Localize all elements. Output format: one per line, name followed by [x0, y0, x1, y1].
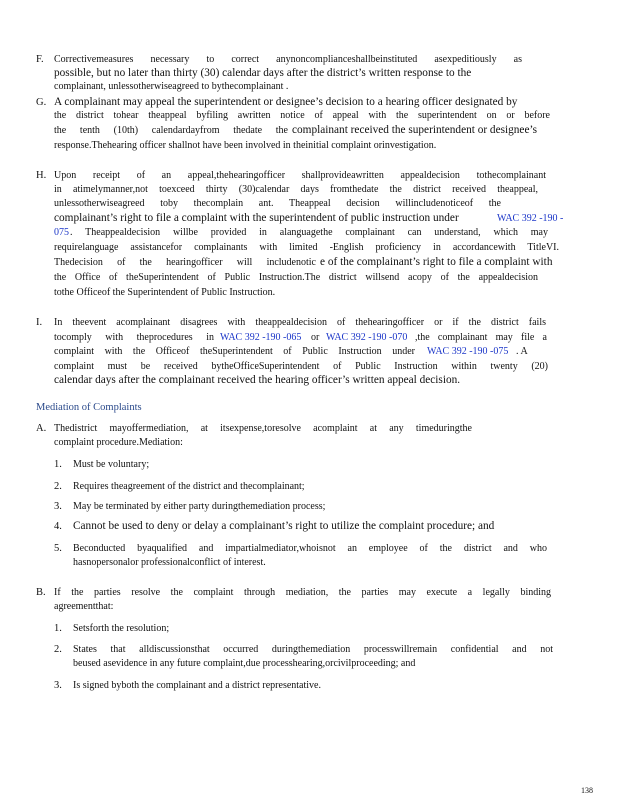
list-item-text: Requires theagreement of the district and thecomplainant;: [73, 481, 305, 492]
item-h-line-3: unlessotherwiseagreed toby thecomplain ant. Theappeal decision willincludenoticeof the: [54, 198, 501, 209]
item-i-line-2a: tocomply with theprocedures in: [54, 332, 214, 343]
item-h-line-7b: e of the complainant’s right to file a complaint with: [320, 256, 553, 268]
item-i-line-2c: or: [311, 332, 320, 343]
mediation-b-line-2: agreementthat:: [54, 601, 114, 612]
item-h-line-7a: Thedecision of the hearingofficer will includenotic: [54, 257, 316, 268]
item-g-line-3a: the tenth (10th) calendardayfrom thedate the: [54, 125, 288, 136]
list-item-text: Beconducted byaqualified and impartialmediator,whoisnot an employee of the district and who: [73, 543, 547, 554]
item-h-line-6: requirelanguage assistancefor complainants with limited -English proficiency in accordancewith TitleVI.: [54, 242, 559, 253]
mediation-a-line-2: complaint procedure.Mediation:: [54, 437, 183, 448]
wac-link-065[interactable]: WAC 392 -190 -065: [220, 332, 302, 343]
item-h-line-9: tothe Officeof the Superintendent of Public Instruction.: [54, 287, 276, 298]
list-item-text: Must be voluntary;: [73, 459, 150, 470]
list-item-text-continued: beused asevidence in any future complaint,due processhearing,orcivilproceeding; and: [73, 658, 416, 669]
wac-link-070[interactable]: WAC 392 -190 -070: [326, 332, 408, 343]
item-f-line-3: complainant, unlessotherwiseagreed to bythecomplainant .: [54, 81, 289, 92]
item-f-line-1: Correctivemeasures necessary to correct anynoncomplianceshallbeinstituted asexpeditiously as: [54, 54, 522, 65]
list-number: 4.: [54, 521, 62, 532]
item-h-line-2: in atimelymanner,not toexceed thirty (30)calendar days fromthedate the district received theappeal,: [54, 184, 538, 195]
item-i-line-1: In theevent acomplainant disagrees with theappealdecision of thehearingofficer or if the district fails: [54, 317, 546, 328]
mediation-a-label: A.: [36, 423, 47, 434]
item-i-line-5: calendar days after the complainant received the hearing officer’s written appeal decision.: [54, 374, 461, 386]
item-g-label: G.: [36, 97, 47, 108]
mediation-b-line-1: If the parties resolve the complaint through mediation, the parties may execute a legally binding: [54, 587, 551, 598]
item-h-line-5: . Theappealdecision willbe provided in alanguagethe complainant can understand, which may: [70, 227, 548, 238]
item-h-label: H.: [36, 170, 47, 181]
section-heading-mediation: Mediation of Complaints: [36, 402, 142, 413]
item-i-line-3a: complaint with the Officeof theSuperintendent of Public Instruction under: [54, 346, 415, 357]
list-item-text: Cannot be used to deny or delay a complainant’s right to utilize the complaint procedure; and: [73, 520, 495, 532]
item-f-label: F.: [36, 54, 44, 65]
item-i-label: I.: [36, 317, 43, 328]
list-number: 2.: [54, 481, 62, 492]
item-i-line-2e: ,the complainant may file a: [415, 332, 547, 343]
item-i-line-4: complaint must be received bytheOfficeSuperintendent of Public Instruction within twenty (20): [54, 361, 548, 372]
list-number: 1.: [54, 623, 62, 634]
wac-link-075-part-2[interactable]: 075: [54, 227, 69, 238]
list-number: 2.: [54, 644, 62, 655]
list-item-text: Setsforth the resolution;: [73, 623, 170, 634]
item-h-line-1: Upon receipt of an appeal,thehearingofficer shallprovideawritten appealdecision tothecomplainant: [54, 170, 546, 181]
list-number: 3.: [54, 680, 62, 691]
wac-link-075[interactable]: WAC 392 -190 -075: [427, 346, 509, 357]
page-number: 138: [581, 786, 593, 795]
list-number: 5.: [54, 543, 62, 554]
list-number: 3.: [54, 501, 62, 512]
item-f-line-2: possible, but no later than thirty (30) calendar days after the district’s written response to the: [54, 67, 472, 79]
item-i-line-3c: . A: [516, 346, 528, 357]
list-item-text: States that alldiscussionsthat occurred duringthemediation processwillremain confidential and not: [73, 644, 553, 655]
list-item-text: Is signed byboth the complainant and a district representative.: [73, 680, 321, 691]
item-h-line-8: the Office of theSuperintendent of Public Instruction.The district willsend acopy of the appealdecision: [54, 272, 538, 283]
mediation-b-label: B.: [36, 587, 46, 598]
item-g-line-2: the district tohear theappeal byfiling awritten notice of appeal with the superintendent on or before: [54, 110, 550, 121]
list-item-text-continued: hasnopersonalor professionalconflict of interest.: [73, 557, 266, 568]
item-g-line-4: response.Thehearing officer shallnot have been involved in theinitial complaint orinvestigation.: [54, 140, 437, 151]
item-h-line-4a: complainant’s right to file a complaint with the superintendent of public instruction under: [54, 212, 459, 224]
mediation-a-line-1: Thedistrict mayoffermediation, at itsexpense,toresolve acomplaint at any timeduringthe: [54, 423, 472, 434]
list-item-text: May be terminated by either party duringthemediation process;: [73, 501, 326, 512]
wac-link-075-part-1[interactable]: WAC 392 -190 -: [497, 213, 564, 224]
item-g-line-1: A complainant may appeal the superintendent or designee’s decision to a hearing officer designated by: [54, 96, 518, 108]
item-g-line-3b: complainant received the superintendent or designee’s: [292, 124, 537, 136]
list-number: 1.: [54, 459, 62, 470]
